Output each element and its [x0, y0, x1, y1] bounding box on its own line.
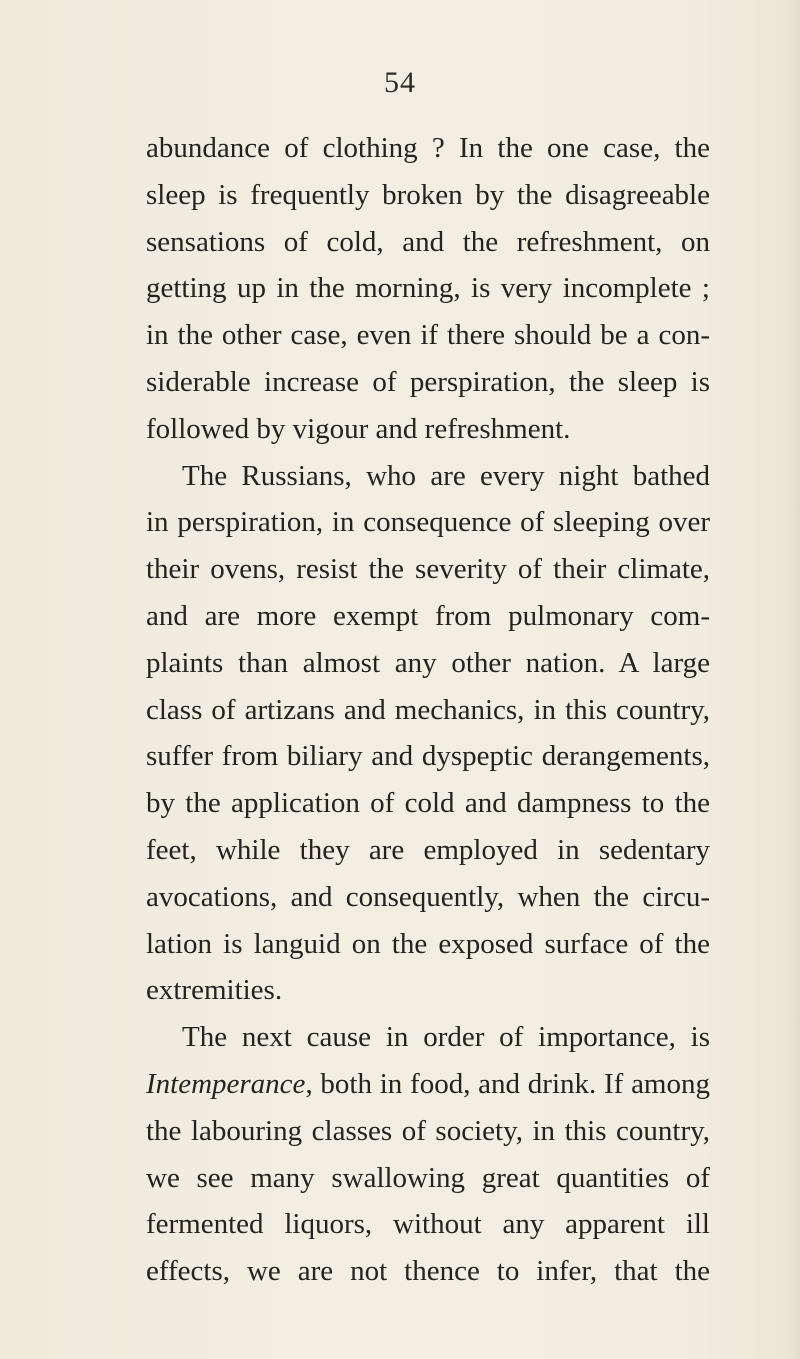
text-line: followed by vigour and refreshment.	[146, 412, 571, 445]
text-line: plaints than almost any other nation. A large	[146, 646, 710, 679]
text-line: and are more exempt from pulmonary com-	[146, 599, 710, 632]
body-text	[146, 125, 710, 1295]
text-line: class of artizans and mechanics, in this country,	[146, 693, 710, 726]
text-line: by the application of cold and dampness to the	[146, 787, 710, 820]
text-line: The next cause in order of importance, is	[182, 1021, 710, 1054]
italic-emphasis: Intemperance	[146, 1067, 306, 1100]
text-line: siderable increase of perspiration, the sleep is	[146, 365, 710, 398]
text-line: the labouring classes of society, in this country,	[146, 1114, 710, 1147]
text-line: sensations of cold, and the refreshment, on	[146, 225, 710, 258]
text-line: we see many swallowing great quantities of	[146, 1161, 710, 1194]
text-line: feet, while they are employed in sedentary	[146, 833, 710, 866]
text-line: getting up in the morning, is very incomplete ;	[146, 272, 710, 305]
text-line: The Russians, who are every night bathed	[182, 459, 710, 492]
text-line: effects, we are not thence to infer, that the	[146, 1255, 710, 1288]
text-line: in the other case, even if there should be a con-	[146, 319, 710, 352]
text-line: lation is languid on the exposed surface of the	[146, 927, 710, 960]
text-line	[146, 1061, 710, 1108]
page-number: 54	[384, 66, 416, 99]
text-line: abundance of clothing ? In the one case, the	[146, 132, 710, 164]
text-line: sleep is frequently broken by the disagreeable	[146, 178, 710, 211]
text-line: extremities.	[146, 974, 283, 1007]
text-line: their ovens, resist the severity of their climate,	[146, 553, 710, 586]
text-line: avocations, and consequently, when the circu-	[146, 880, 710, 913]
text-line-rest: , both in food, and drink. If among	[305, 1067, 710, 1100]
text-line: in perspiration, in consequence of sleeping over	[146, 506, 710, 539]
text-line: fermented liquors, without any apparent ill	[146, 1208, 710, 1241]
page-edge-shadow	[786, 0, 800, 1359]
text-line: suffer from biliary and dyspeptic derangements,	[146, 740, 710, 773]
